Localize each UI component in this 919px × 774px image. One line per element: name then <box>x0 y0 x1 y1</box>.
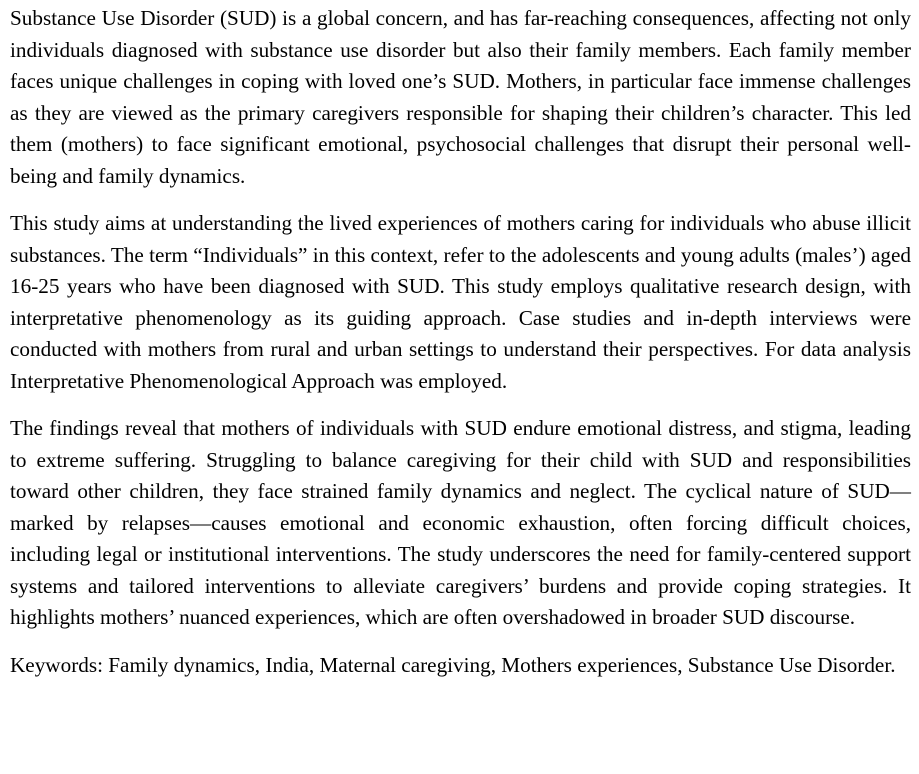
paragraph-methodology: This study aims at understanding the lived experiences of mothers caring for individuals who abuse illicit substances. The term “Individuals” in this context, refer to the adolescents and young adults (males’) aged 16-25 years who have been diagnosed with SUD. This study employs qualitative research design, with interpretative phenomenology as its guiding approach. Case studies and in-depth interviews were conducted with mothers from rural and urban settings to understand their perspectives. For data analysis Interpretative Phenomenological Approach was employed. <box>10 211 911 393</box>
paragraph-findings: The findings reveal that mothers of individuals with SUD endure emotional distress, and stigma, leading to extreme suffering. Struggling to balance caregiving for their child with SUD and responsibilities toward other children, they face strained family dynamics and neglect. The cyclical nature of SUD—marked by relapses—causes emotional and economic exhaustion, often forcing difficult choices, including legal or institutional interventions. The study underscores the need for family-centered support systems and tailored interventions to alleviate caregivers’ burdens and provide coping strategies. It highlights mothers’ nuanced experiences, which are often overshadowed in broader SUD discourse. <box>10 416 911 629</box>
keywords-line: Keywords: Family dynamics, India, Maternal caregiving, Mothers experiences, Substance Use Disorder. <box>10 652 896 677</box>
paragraph-introduction: Substance Use Disorder (SUD) is a global concern, and has far-reaching consequences, affecting not only individuals diagnosed with substance use disorder but also their family members. Each family member faces unique challenges in coping with loved one’s SUD. Mothers, in particular face immense challenges as they are viewed as the primary caregivers responsible for shaping their children’s character. This led them (mothers) to face significant emotional, psychosocial challenges that disrupt their personal well-being and family dynamics. <box>10 6 911 188</box>
